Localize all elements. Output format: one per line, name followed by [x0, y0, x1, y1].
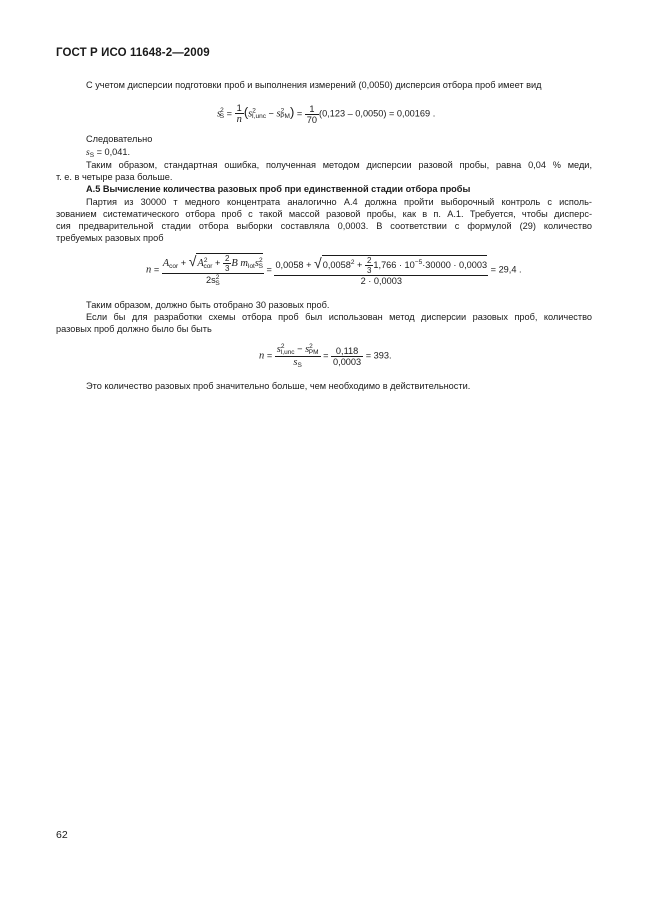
equation-alt-number-of-increments: n = $\frac{s^2_{I,unc} - s^2_{PM}}{s_S}$ = $\frac{0,118}{0,0003}$ = 393. — [259, 343, 392, 369]
paragraph-ss-value: $s_S = 0,041$. — [86, 147, 131, 159]
paragraph-therefore: Следовательно — [86, 134, 153, 144]
paragraph-standard-error-line1: Таким образом, стандартная ошибка, полученная методом дисперсии разовой пробы, равна 0,04 % меди, — [86, 160, 592, 170]
paragraph-thirty-increments: Таким образом, должно быть отобрано 30 разовых проб. — [86, 300, 330, 310]
paragraph-intro: С учетом дисперсии подготовки проб и выполнения измерений (0,0050) дисперсия отбора проб имеет вид — [86, 80, 542, 90]
paragraph-standard-error-line2: т. е. в четыре раза больше. — [56, 172, 173, 182]
paragraph-alt-method-line1: Если бы для разработки схемы отбора проб был использован метод дисперсии разовых проб, количество — [86, 312, 592, 322]
page-number: 62 — [56, 829, 68, 841]
paragraph-a5-line2: зованием систематического отбора проб с такой массой разовой пробы, как в п. А.1. Требуется, чтобы дисперс- — [56, 209, 592, 219]
paragraph-a5-line4: требуемых разовых проб — [56, 233, 164, 243]
equation-number-of-increments: n = $A_{cor} + √A^2_{cor}$ + $\frac{2}{3}$ B $m_{lot}s^2_S$ $2s^2_S$ = 0,0058 + √0,0058$^2$ + $\frac{2}{3}$ $1,766 \cdot 10^{-5}\cdot 30000 \cdot 0,0003$ 2 · 0,0003 = 29,4 . — [146, 253, 522, 288]
paragraph-conclusion: Это количество разовых проб значительно больше, чем необходимо в действительности. — [86, 381, 471, 391]
section-title-a5: А.5 Вычисление количества разовых проб при единственной стадии отбора пробы — [86, 184, 471, 194]
document-header: ГОСТ Р ИСО 11648-2—2009 — [56, 47, 210, 59]
paragraph-a5-line1: Партия из 30000 т медного концентрата аналогично А.4 должна пройти выборочный контроль с исполь- — [86, 197, 592, 207]
equation-sampling-variance: $s^2_S$ = $\frac{1}{n}$ $(s^2_{I,unc} - s^2_{PM})$ = $\frac{1}{70}$ (0,123 – 0,0050) = 0,00169 . — [217, 103, 436, 125]
paragraph-alt-method-line2: разовых проб должно было бы быть — [56, 324, 212, 334]
paragraph-a5-line3: сия предварительной стадии отбора выборки составляла 0,0003. В соответствии с формулой (29) количество — [56, 221, 592, 231]
